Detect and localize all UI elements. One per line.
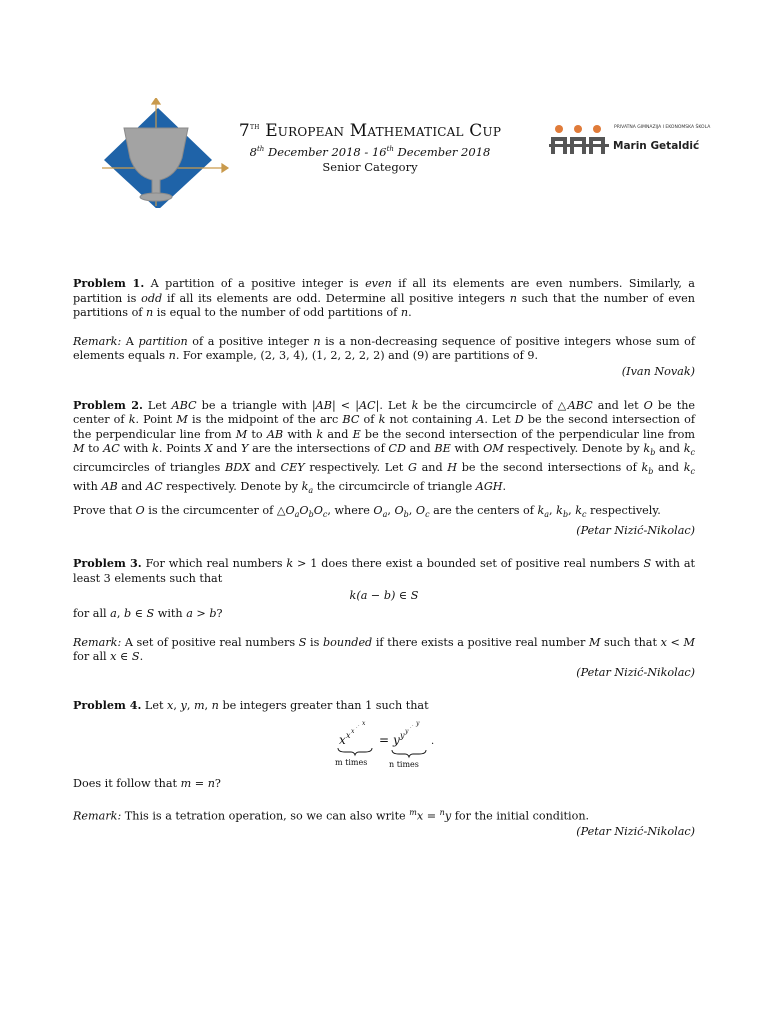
- problem-2-task: Prove that O is the circumcenter of $\triangle O_aO_bO_c$, where $O_a$, $O_b$, $O_c$ are the centers of $k_a$, $k_b$, $k_c$ respectively.: [73, 503, 661, 520]
- tetration-right-label: n times: [389, 760, 419, 769]
- page-title: 7th European Mathematical Cup: [238, 121, 502, 141]
- svg-text:x: x: [362, 720, 366, 727]
- svg-text:x: x: [346, 731, 351, 740]
- problem-1: [73, 276, 695, 380]
- school-logo: [549, 124, 711, 158]
- problem-4-question: Does it follow that m = n?: [73, 777, 221, 790]
- svg-text:.: .: [431, 736, 435, 747]
- svg-text:·: ·: [410, 725, 412, 731]
- svg-text:y: y: [416, 720, 420, 727]
- tetration-left-label: m times: [335, 758, 368, 767]
- problem-3: [73, 556, 695, 680]
- title-block: [200, 117, 540, 175]
- problem-2-author: (Petar Nizić-Nikolac): [576, 523, 695, 537]
- problem-3-formula: k(a − b) ∈ S: [349, 589, 419, 603]
- svg-text:=: =: [379, 733, 390, 747]
- svg-text:·: ·: [412, 723, 414, 729]
- school-name: Marin Getaldić: [613, 140, 700, 152]
- problem-3-statement: Problem 3. For which real numbers k > 1 does there exist a bounded set of positive real numbers S with at least 3 elements such that: [73, 556, 696, 585]
- problem-1-statement: Problem 1. A partition of a positive integer is even if all its elements are even numbers. Similarly, a partition is odd if all its elements are odd. Determine all positive integers n such that the number of even partitions of n is equal to the number of odd partitions of n.: [73, 276, 695, 320]
- problem-4-remark: Remark: This is a tetration operation, so we can also write $^m$x = $^n$y for the initial condition.: [73, 807, 590, 823]
- event-dates: 8th December 2018 - 16th December 2018: [249, 144, 491, 159]
- problem-4-author: (Petar Nizić-Nikolac): [576, 824, 695, 838]
- problem-4: [73, 698, 695, 839]
- problem-3-author: (Petar Nizić-Nikolac): [576, 665, 695, 679]
- svg-text:·: ·: [356, 725, 358, 731]
- svg-text:y: y: [405, 728, 409, 735]
- school-tagline: PRIVATNA GIMNAZIJA I EKONOMSKA ŠKOLA: [614, 125, 711, 130]
- school-logo-mark: [549, 124, 613, 158]
- svg-text:x: x: [339, 733, 346, 747]
- problem-4-statement: Problem 4. Let x, y, m, n be integers greater than 1 such that: [73, 698, 429, 713]
- svg-text:·: ·: [358, 723, 360, 729]
- problems: [73, 276, 695, 840]
- problem-3-tail: for all a, b ∈ S with a > b?: [73, 607, 223, 621]
- problem-1-author: (Ivan Novak): [621, 364, 695, 378]
- tetration-formula: [73, 718, 695, 769]
- problem-2-statement: Problem 2. Let ABC be a triangle with |AB| < |AC|. Let k be the circumcircle of △ABC and let O be the center of k. Point M is the midpoint of the arc BC of k not containing A. Let D be the second intersection of the perpendicular line from M to AB with k and E be the second intersection of the perpendicular line from M to AC with k. Points X and Y are the intersections of CD and BE with OM respectively. Denote by $k_b$ and $k_c$ circumcircles of triangles BDX and CEY respectively. Let G and H be the second intersections of $k_b$ and $k_c$ with AB and AC respectively. Denote by $k_a$ the circumcircle of triangle AGH.: [73, 397, 696, 496]
- problem-1-remark: Remark: A partition of a positive integer n is a non-decreasing sequence of positive integers whose sum of elements equals n. For example, (2, 3, 4), (1, 2, 2, 2, 2) and (9) are partitions of 9.: [73, 334, 696, 363]
- svg-text:y: y: [400, 731, 405, 740]
- problem-3-remark: Remark: A set of positive real numbers S is bounded if there exists a positive real number M such that x < M for all x ∈ S.: [73, 635, 695, 664]
- svg-text:x: x: [351, 728, 355, 735]
- svg-text:y: y: [393, 733, 400, 747]
- problem-2: [73, 398, 695, 539]
- category-label: Senior Category: [322, 159, 418, 174]
